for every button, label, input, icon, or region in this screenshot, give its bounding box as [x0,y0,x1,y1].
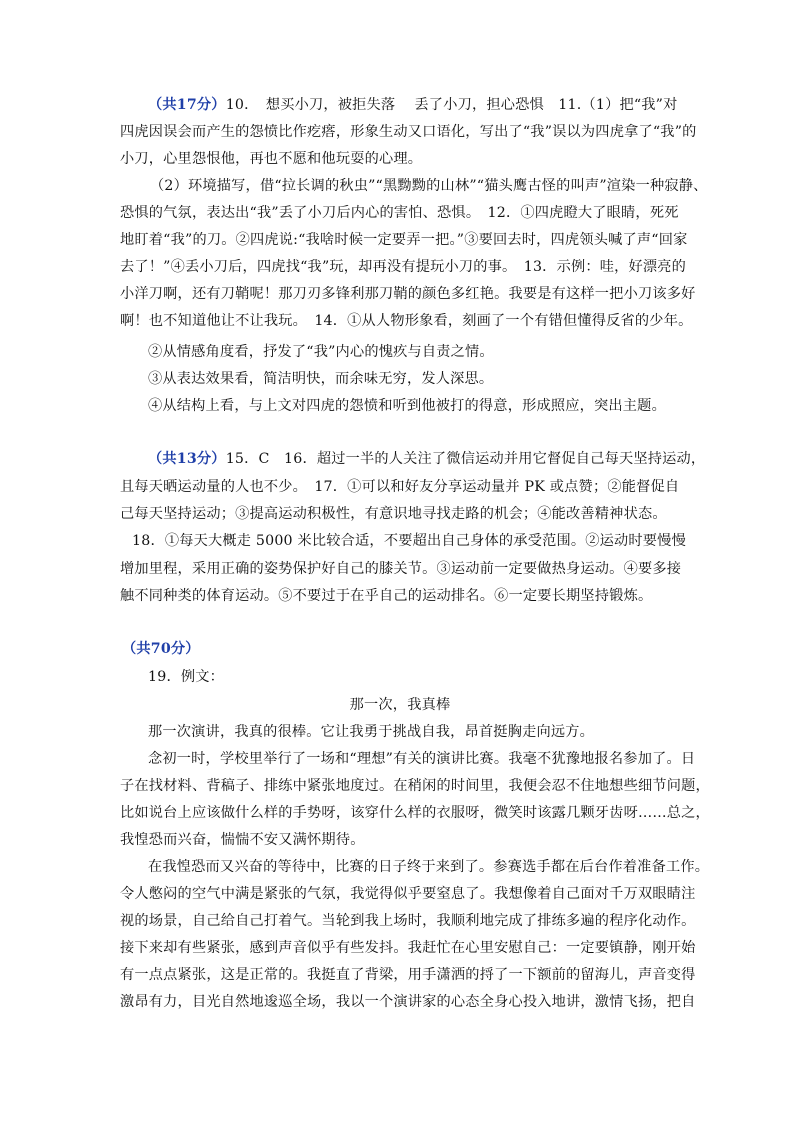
essay-line-8: 视的场景，自己给自己打着气。当轮到我上场时，我顺利地完成了排练多遍的程序化动作。 [120,913,696,929]
section3-points: （共70分） [122,641,200,657]
essay-line-4: 比如说台上应该做什么样的手势呀，该穿什么样的衣服呀，微笑时该露几颗牙齿呀……总之， [120,805,710,821]
section2-line-1: （共13分）15．C 16．超过一半的人关注了微信运动并用它督促自己每天坚持运动， [148,451,706,467]
section1-line-6: 地盯着“我”的刀。②四虎说:“我啥时候一定要弄一把。”③要回去时，四虎领头喊了声“回家 [120,232,688,248]
section1-points: （共17分） [148,97,226,113]
essay-line-11: 激昂有力，目光自然地逡巡全场，我以一个演讲家的心态全身心投入地讲，激情飞扬，把自 [120,994,696,1010]
section2-line-6: 触不同种类的体育运动。⑤不要过于在乎自己的运动排名。⑥一定要长期坚持锻炼。 [120,588,653,604]
section1-line-7: 去了！”④丢小刀后，四虎找“我”玩，却再没有提玩小刀的事。 13．示例：哇，好漂亮的 [120,259,687,275]
essay-line-7: 令人憋闷的空气中满是紧张的气氛，我觉得似乎要窒息了。我想像着自己面对千万双眼睛注 [120,886,696,902]
section1-line-5: 恐惧的气氛，表达出“我”丢了小刀后内心的害怕、恐惧。 12．①四虎瞪大了眼睛，死死 [120,205,679,221]
essay-line-5: 我惶恐而兴奋，惴惴不安又满怀期待。 [120,832,365,848]
section2-line-3: 己每天坚持运动；③提高运动积极性，有意识地寻找走路的机会；④能改善精神状态。 [120,506,667,522]
section2-points: （共13分） [148,451,226,467]
section1-line-1: （共17分）10． 想买小刀，被拒失落 丢了小刀，担心恐惧 11.（1）把“我”对 [148,97,678,113]
section1-line-11: ③从表达效果看，简洁明快，而余味无穷，发人深思。 [148,371,494,387]
section2-line-5: 增加里程，采用正确的姿势保护好自己的膝关节。③运动前一定要做热身运动。④要多接 [120,561,682,577]
section1-line-8: 小洋刀啊，还有刀鞘呢！那刀刃多锋利那刀鞘的颜色多红艳。我要是有这样一把小刀该多好 [120,286,696,302]
essay-line-6: 在我惶恐而又兴奋的等待中，比赛的日子终于来到了。参赛选手都在后台作着准备工作。 [148,859,710,875]
essay-line-2: 念初一时，学校里举行了一场和“理想”有关的演讲比赛。我毫不犹豫地报名参加了。日 [148,751,696,767]
essay-line-9: 接下来却有些紧张，感到声音似乎有些发抖。我赶忙在心里安慰自己：一定要镇静，刚开始 [120,940,696,956]
section1-line-3: 小刀，心里怨恨他，再也不愿和他玩耍的心理。 [120,151,423,167]
section1-line-4: （2）环境描写，借“拉长调的秋虫”“黑黝黝的山林”“猫头鹰古怪的叫声”渲染一种寂静、 [150,178,708,194]
essay-title: 那一次，我真棒 [349,697,451,713]
section1-line-10: ②从情感角度看，抒发了“我”内心的愧疚与自责之情。 [148,344,494,360]
essay-line-3: 子在找材料、背稿子、排练中紧张地度过。在稍闲的时间里，我便会忍不住地想些细节问题， [120,778,710,794]
section1-line-9: 啊！也不知道他让不让我玩。 14．①从人物形象看，刻画了一个有错但懂得反省的少年。 [120,313,693,329]
section1-line-2: 四虎因误会而产生的怨愤比作疙瘩，形象生动又口语化，写出了“我”误以为四虎拿了“我”的 [120,124,697,140]
essay-line-10: 有一点点紧张，这是正常的。我挺直了背梁，用手潇洒的捋了一下额前的留海儿，声音变得 [120,967,696,983]
essay-line-1: 那一次演讲，我真的很棒。它让我勇于挑战自我，昂首挺胸走向远方。 [148,724,595,740]
section2-line-2: 且每天晒运动量的人也不少。 17．①可以和好友分享运动量并 PK 或点赞；②能督促自 [120,479,680,495]
section1-line-12: ④从结构上看，与上文对四虎的怨愤和听到他被打的得意，形成照应，突出主题。 [148,398,666,414]
section2-line-4: 18．①每天大概走 5000 米比较合适，不要超出自己身体的承受范围。②运动时要慢慢 [132,533,686,549]
question-19-label: 19．例文： [148,669,225,685]
